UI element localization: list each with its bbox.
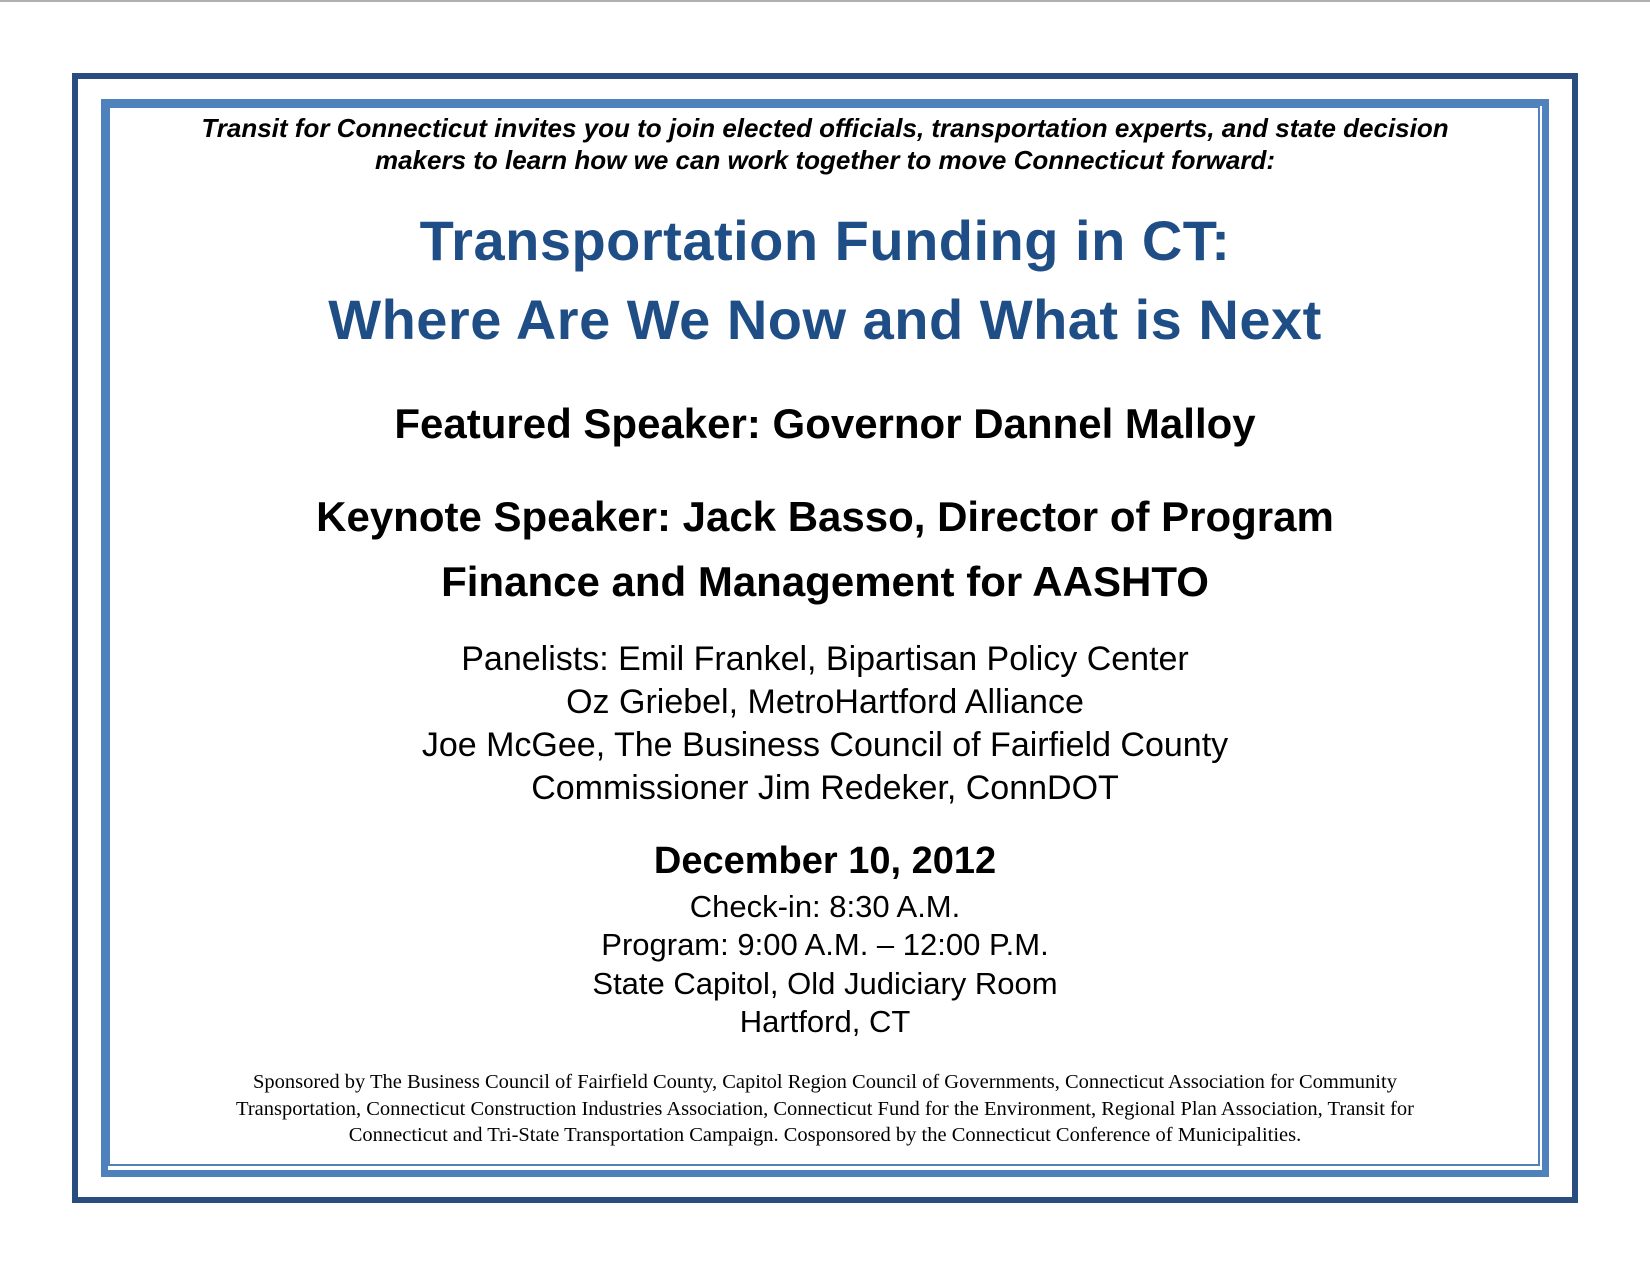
intro-line-1: Transit for Connecticut invites you to join elected officials, transportation experts, and state decision <box>201 113 1449 143</box>
panelist-3: Joe McGee, The Business Council of Fairfield County <box>421 726 1229 764</box>
sponsors-line-1: Sponsored by The Business Council of Fairfield County, Capitol Region Council of Governments, Connecticut Association for Community <box>253 1071 1397 1093</box>
city: Hartford, CT <box>739 1004 911 1039</box>
checkin-time: Check-in: 8:30 A.M. <box>689 889 961 924</box>
featured-speaker: Featured Speaker: Governor Dannel Malloy <box>394 400 1256 447</box>
intro-line-2: makers to learn how we can work together to move Connecticut forward: <box>374 145 1276 175</box>
sponsors-line-2: Transportation, Connecticut Construction Industries Association, Connecticut Fund for the Environment, Regional Plan Association, Transit for <box>236 1098 1414 1120</box>
panelist-2: Oz Griebel, MetroHartford Alliance <box>566 683 1084 721</box>
event-title-line-1: Transportation Funding in CT: <box>419 209 1231 272</box>
keynote-speaker-line-2: Finance and Management for AASHTO <box>441 558 1209 605</box>
venue: State Capitol, Old Judiciary Room <box>592 966 1058 1001</box>
keynote-speaker-line-1: Keynote Speaker: Jack Basso, Director of Program <box>316 493 1334 540</box>
page-top-rule <box>0 0 1650 2</box>
sponsors-line-3: Connecticut and Tri-State Transportation Campaign. Cosponsored by the Connecticut Conference of Municipalities. <box>348 1124 1302 1146</box>
event-title-line-2: Where Are We Now and What is Next <box>328 288 1322 351</box>
panelist-1: Panelists: Emil Frankel, Bipartisan Policy Center <box>461 640 1189 678</box>
program-time: Program: 9:00 A.M. – 12:00 P.M. <box>601 927 1049 962</box>
event-date: December 10, 2012 <box>653 840 997 882</box>
panelist-4: Commissioner Jim Redeker, ConnDOT <box>531 769 1119 807</box>
